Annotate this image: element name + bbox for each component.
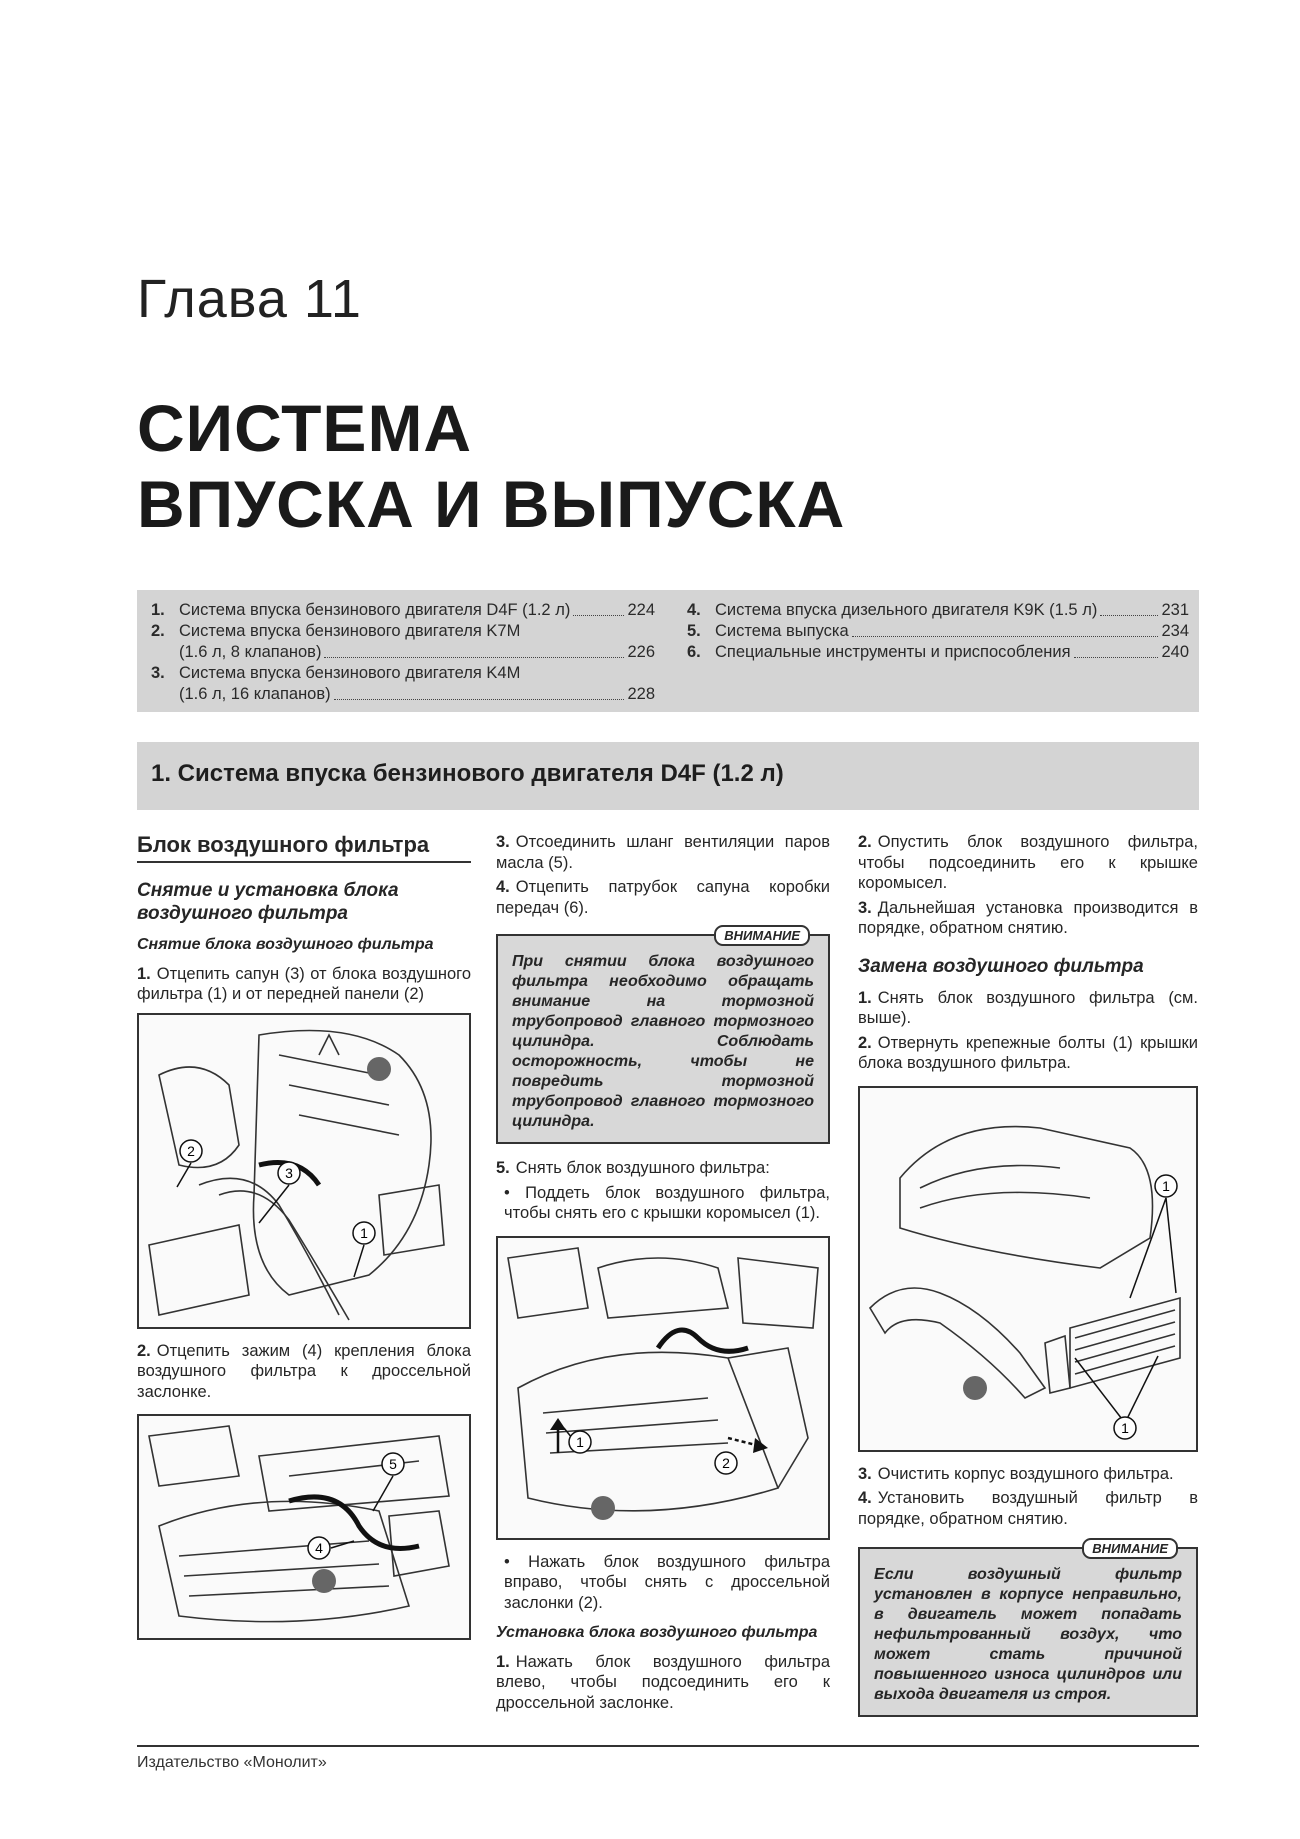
toc-item[interactable]: 5. Система выпуска 234 <box>687 622 1189 640</box>
warning-text: При снятии блока воздушного фильтра необходимо обращать внимание на тормозной трубопровод главного тормозного цилиндра. Соблюдать осторожность, чтобы не повредить тормозной трубопровод главного тормозного цилиндра. <box>512 953 814 1130</box>
callout-label: 1 <box>1121 1419 1129 1436</box>
engine-figure-1 <box>137 1013 471 1329</box>
callout-label: 5 <box>389 1456 397 1472</box>
warning-label: ВНИМАНИЕ <box>714 925 810 946</box>
engine-figure-3 <box>496 1236 830 1540</box>
section-title: 1. Система впуска бензинового двигателя D4F (1.2 л) <box>151 760 784 787</box>
chapter-title-line1: СИСТЕМА <box>137 391 473 465</box>
engine-sketch <box>139 1015 469 1327</box>
step-text: 2. Отвернуть крепежные болты (1) крышки блока воздушного фильтра. <box>858 1033 1198 1072</box>
column-2 <box>496 832 830 1717</box>
step-text: 4. Отцепить патрубок сапуна коробки передач (6). <box>496 878 830 917</box>
warning-box <box>858 1541 1198 1717</box>
toc-item[interactable]: 6. Специальные инструменты и приспособления 240 <box>687 643 1189 661</box>
step-text: 4. Установить воздушный фильтр в порядке, обратном снятию. <box>858 1489 1198 1528</box>
toc-item[interactable]: 1. Система впуска бензинового двигателя D4F (1.2 л) 224 <box>151 601 655 619</box>
chapter-title-line2: ВПУСКА И ВЫПУСКА <box>137 467 846 541</box>
column-3 <box>858 832 1198 1717</box>
step-text: 1. Снять блок воздушного фильтра (см. выше). <box>858 988 1198 1027</box>
procedure-heading: Снятие и установка блока воздушного фильтра <box>137 880 399 924</box>
callout-label: 2 <box>187 1142 195 1159</box>
air-filter-sketch <box>860 1088 1196 1450</box>
step-text: 3. Отсоединить шланг вентиляции паров масла (5). <box>496 833 830 872</box>
column-1 <box>137 832 471 1640</box>
engine-sketch <box>139 1416 469 1638</box>
toc-right-column <box>673 600 1189 663</box>
step-text: 1. Отцепить сапун (3) от блока воздушного фильтра (1) и от передней панели (2) <box>137 964 471 1003</box>
toc-item[interactable]: 2. Система впуска бензинового двигателя K7M (1.6 л, 8 клапанов) 226 <box>151 622 655 661</box>
procedure-subheading: Снятие блока воздушного фильтра <box>137 936 434 953</box>
toc-item[interactable]: 3. Система впуска бензинового двигателя K4M (1.6 л, 16 клапанов) 228 <box>151 664 655 703</box>
callout-label: 1 <box>1162 1177 1170 1194</box>
callout-label: 1 <box>576 1433 584 1450</box>
step-text: 5. Снять блок воздушного фильтра: <box>496 1159 770 1177</box>
publisher-footer: Издательство «Монолит» <box>137 1754 327 1771</box>
warning-text: Если воздушный фильтр установлен в корпусе неправильно, в двигатель может попадать нефильтрованный воздух, что может стать причиной повышенного износа цилиндров или выхода двигателя из строя. <box>874 1566 1182 1703</box>
step-text: 2. Отцепить зажим (4) крепления блока воздушного фильтра к дроссельной заслонке. <box>137 1341 471 1401</box>
step-text: 3. Очистить корпус воздушного фильтра. <box>858 1464 1174 1483</box>
chapter-heading: Глава 11 <box>137 269 362 329</box>
step-text: 3. Дальнейшая установка производится в порядке, обратном снятию. <box>858 898 1198 937</box>
chapter-title <box>137 390 845 542</box>
toc-left-column <box>137 600 655 705</box>
procedure-heading: Замена воздушного фильтра <box>858 955 1144 977</box>
engine-figure-2 <box>137 1414 471 1640</box>
subsection-heading: Блок воздушного фильтра <box>137 832 471 863</box>
engine-sketch <box>498 1238 828 1538</box>
table-of-contents <box>137 590 1199 712</box>
bullet-text: • Поддеть блок воздушного фильтра, чтобы снять его с крышки коромысел (1). <box>504 1183 830 1222</box>
step-text: 1. Нажать блок воздушного фильтра влево, чтобы подсоединить его к дроссельной заслонке. <box>496 1652 830 1712</box>
procedure-subheading: Установка блока воздушного фильтра <box>496 1624 818 1641</box>
step-text: 2. Опустить блок воздушного фильтра, чтобы подсоединить его к крышке коромысел. <box>858 833 1198 892</box>
callout-label: 4 <box>315 1540 323 1556</box>
callout-label: 1 <box>360 1224 368 1241</box>
warning-label: ВНИМАНИЕ <box>1082 1538 1178 1559</box>
callout-label: 3 <box>285 1164 293 1181</box>
air-filter-figure <box>858 1086 1198 1452</box>
toc-item[interactable]: 4. Система впуска дизельного двигателя K9K (1.5 л) 231 <box>687 601 1189 619</box>
footer-divider <box>137 1745 1199 1747</box>
callout-label: 2 <box>722 1454 730 1471</box>
warning-box <box>496 928 830 1144</box>
bullet-text: • Нажать блок воздушного фильтра вправо, чтобы снять с дроссельной заслонки (2). <box>504 1552 830 1612</box>
section-header <box>137 742 1199 810</box>
